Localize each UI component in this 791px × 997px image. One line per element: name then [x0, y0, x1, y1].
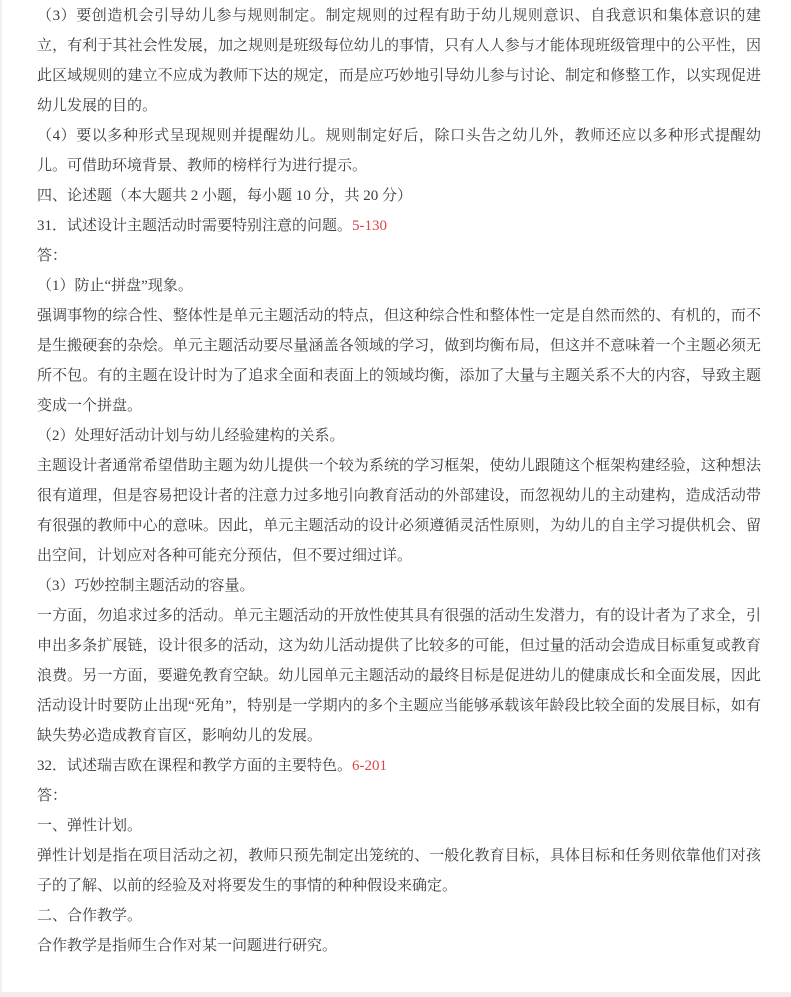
- question-32-text: 32．试述瑞吉欧在课程和教学方面的主要特色。: [37, 758, 353, 774]
- q31-point3-body: 一方面，勿追求过多的活动。单元主题活动的开放性使其具有很强的活动生发潜力，有的设计者为了求全，引申出多条扩展链，设计很多的活动，这为幼儿活动提供了比较多的可能，但过量的活动会造成目标重复或教育浪费。另一方面，要避免教育空缺。幼儿园单元主题活动的最终目标是促进幼儿的健康成长和全面发展，因此活动设计时要防止出现“死角”，特别是一学期内的多个主题应当能够承载该年龄段比较全面的发展目标，如有缺失势必造成教育盲区，影响幼儿的发展。: [37, 608, 761, 744]
- q31-point1-body: 强调事物的综合性、整体性是单元主题活动的特点，但这种综合性和整体性一定是自然而然的、有机的，而不是生搬硬套的杂烩。单元主题活动要尽量涵盖各领域的学习，做到均衡布局，但这并不意味着一个主题必须无所不包。有的主题在设计时为了追求全面和表面上的领域均衡，添加了大量与主题关系不大的内容，导致主题变成一个拼盘。: [37, 308, 761, 414]
- q31-point1-title: （1）防止“拼盘”现象。: [37, 278, 193, 294]
- section-heading: 四、论述题（本大题共 2 小题，每小题 10 分，共 20 分）: [37, 188, 413, 204]
- q32-point2-body: 合作教学是指师生合作对某一问题进行研究。: [37, 938, 338, 954]
- page-bottom-edge: [0, 992, 791, 997]
- answer-label-31: 答：: [37, 248, 68, 264]
- question-31-text: 31．试述设计主题活动时需要特别注意的问题。: [37, 218, 353, 234]
- q32-point2-title: 二、合作教学。: [37, 908, 143, 924]
- question-31-page-ref: 5-130: [352, 218, 388, 234]
- answer-label-32: 答：: [37, 788, 68, 804]
- question-32-page-ref: 6-201: [352, 758, 388, 774]
- paragraph-rule-3: （3）要创造机会引导幼儿参与规则制定。制定规则的过程有助于幼儿规则意识、自我意识和集体意识的建立，有利于其社会性发展，加之规则是班级每位幼儿的事情，只有人人参与才能体现班级管理中的公平性，因此区域规则的建立不应成为教师下达的规定，而是应巧妙地引导幼儿参与讨论、制定和修整工作，以实现促进幼儿发展的目的。: [37, 8, 761, 114]
- q31-point3-title: （3）巧妙控制主题活动的容量。: [37, 578, 255, 594]
- question-31: [37, 211, 761, 241]
- q31-point2-title: （2）处理好活动计划与幼儿经验建构的关系。: [37, 428, 345, 444]
- q31-point2-body: 主题设计者通常希望借助主题为幼儿提供一个较为系统的学习框架，使幼儿跟随这个框架构建经验，这种想法很有道理，但是容易把设计者的注意力过多地引向教育活动的外部建设，而忽视幼儿的主动建构，造成活动带有很强的教师中心的意味。因此，单元主题活动的设计必须遵循灵活性原则，为幼儿的自主学习提供机会、留出空间，计划应对各种可能充分预估，但不要过细过详。: [37, 458, 761, 564]
- page-left-edge: [0, 0, 2, 997]
- q32-point1-title: 一、弹性计划。: [37, 818, 143, 834]
- q32-point1-body: 弹性计划是指在项目活动之初，教师只预先制定出笼统的、一般化教育目标，具体目标和任务则依靠他们对孩子的了解、以前的经验及对将要发生的事情的种种假设来确定。: [37, 848, 761, 894]
- paragraph-rule-4: （4）要以多种形式呈现规则并提醒幼儿。规则制定好后，除口头告之幼儿外，教师还应以多种形式提醒幼儿。可借助环境背景、教师的榜样行为进行提示。: [37, 128, 761, 174]
- question-32: [37, 751, 761, 781]
